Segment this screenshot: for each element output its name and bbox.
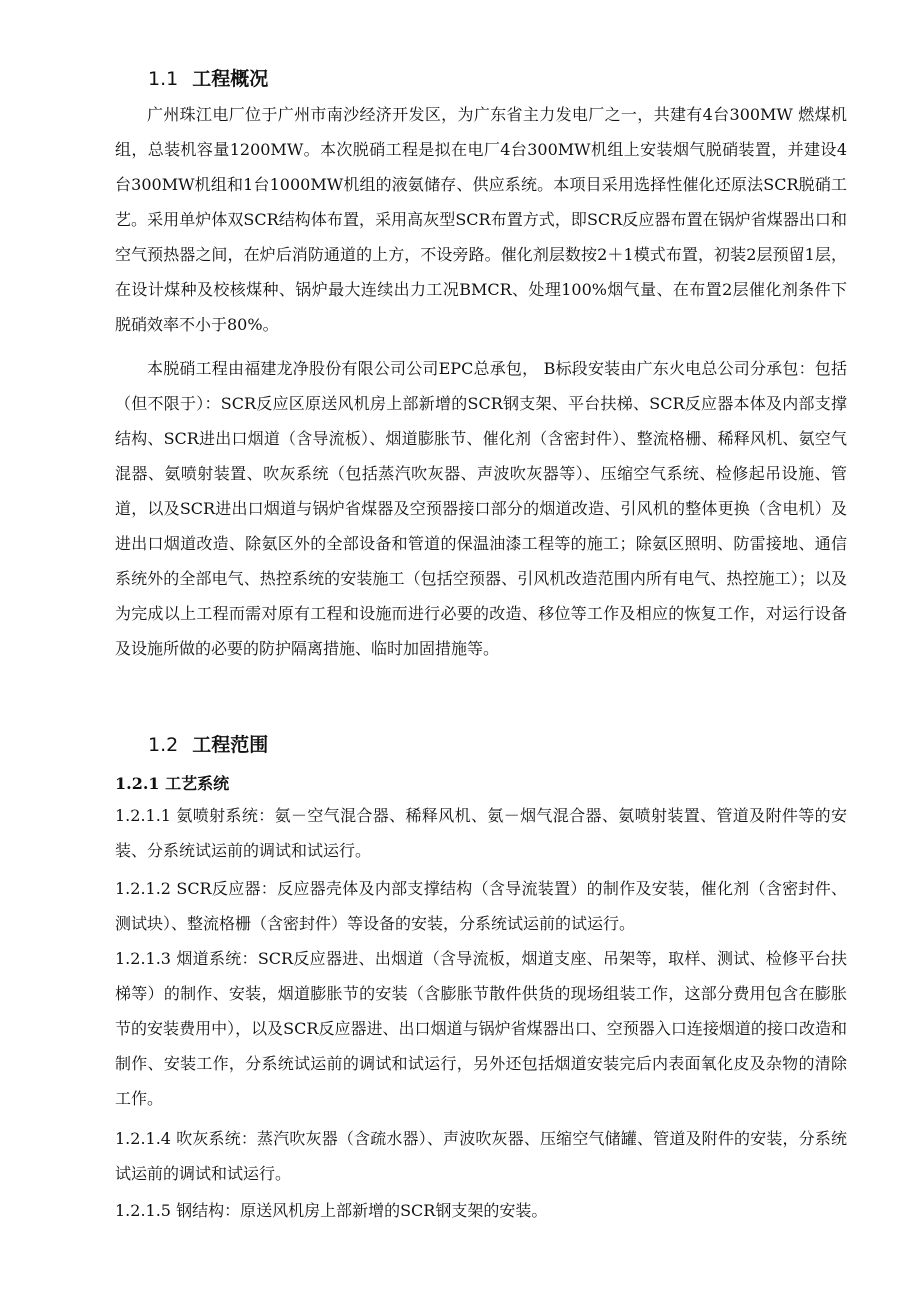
overview-paragraph-1: 广州珠江电厂位于广州市南沙经济开发区，为广东省主力发电厂之一，共建有4台300MW 燃煤机组，总装机容量1200MW。本次脱硝工程是拟在电厂4台300MW机组上安装烟气脱硝装置，并建设4台300MW机组和1台1000MW机组的液氨储存、供应系统。本项目采用选择性催化还原法SCR脱硝工艺。采用单炉体双SCR结构体布置，采用高灰型SCR布置方式，即SCR反应器布置在锅炉省煤器出口和空气预热器之间，在炉后消防通道的上方，不设旁路。催化剂层数按2＋1模式布置，初装2层预留1层，在设计煤种及校核煤种、锅炉最大连续出力工况BMCR、处理100%烟气量、在布置2层催化剂条件下脱硝效率不小于80%。 xyxy=(115,105,847,334)
section-heading-1-1 xyxy=(148,64,268,91)
scope-item: 1.2.1.1 氨喷射系统：氨－空气混合器、稀释风机、氨－烟气混合器、氨喷射装置、管道及附件等的安装、分系统试运前的调试和试运行。 xyxy=(115,806,847,860)
scope-item: 1.2.1.4 吹灰系统：蒸汽吹灰器（含疏水器）、声波吹灰器、压缩空气储罐、管道及附件的安装，分系统试运前的调试和试运行。 xyxy=(115,1129,847,1183)
section-title: 工程范围 xyxy=(192,734,269,756)
scope-item: 1.2.1.5 钢结构：原送风机房上部新增的SCR钢支架的安装。 xyxy=(115,1201,548,1220)
section-number: 1.1 xyxy=(148,68,179,90)
section-number: 1.2 xyxy=(148,734,179,756)
scope-item: 1.2.1.3 烟道系统：SCR反应器进、出烟道（含导流板，烟道支座、吊架等，取样、测试、检修平台扶梯等）的制作、安装，烟道膨胀节的安装（含膨胀节散件供货的现场组装工作，这部分费用包含在膨胀节的安装费用中），以及SCR反应器进、出口烟道与锅炉省煤器出口、空预器入口连接烟道的接口改造和制作、安装工作，分系统试运前的调试和试运行，另外还包括烟道安装完后内表面氧化皮及杂物的清除工作。 xyxy=(115,949,847,1108)
overview-paragraph-2: 本脱硝工程由福建龙净股份有限公司公司EPC总承包， B标段安装由广东火电总公司分承包：包括（但不限于）：SCR反应区原送风机房上部新增的SCR钢支架、平台扶梯、SCR反应器本体及内部支撑结构、SCR进出口烟道（含导流板）、烟道膨胀节、催化剂（含密封件）、整流格栅、稀释风机、氨空气混器、氨喷射装置、吹灰系统（包括蒸汽吹灰器、声波吹灰器等）、压缩空气系统、检修起吊设施、管道，以及SCR进出口烟道与锅炉省煤器及空预器接口部分的烟道改造、引风机的整体更换（含电机）及进出口烟道改造、除氨区外的全部设备和管道的保温油漆工程等的施工；除氨区照明、防雷接地、通信系统外的全部电气、热控系统的安装施工（包括空预器、引风机改造范围内所有电气、热控施工）；以及为完成以上工程而需对原有工程和设施而进行必要的改造、移位等工作及相应的恢复工作，对运行设备及设施所做的必要的防护隔离措施、临时加固措施等。 xyxy=(115,359,847,658)
scope-item: 1.2.1.2 SCR反应器：反应器壳体及内部支撑结构（含导流装置）的制作及安装，催化剂（含密封件、测试块）、整流格栅（含密封件）等设备的安装，分系统试运前的试运行。 xyxy=(115,879,847,933)
section-title: 工程概况 xyxy=(192,68,269,90)
section-heading-1-2 xyxy=(148,730,268,757)
subsection-heading: 1.2.1 工艺系统 xyxy=(115,774,230,793)
